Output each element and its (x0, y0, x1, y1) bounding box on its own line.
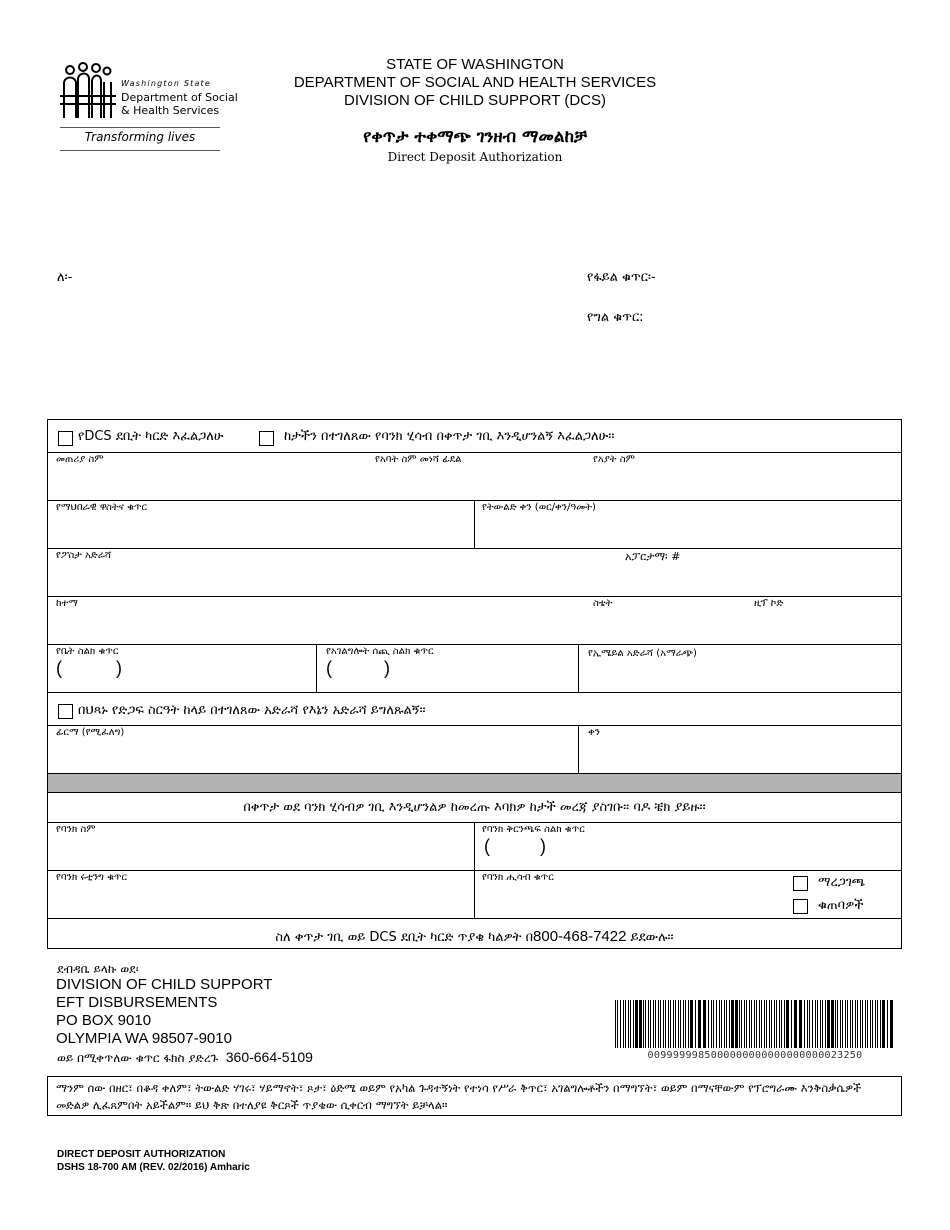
barcode-bar (690, 1000, 693, 1048)
date-label: ቀን (588, 727, 600, 738)
barcode-bar (721, 1000, 722, 1048)
barcode-bar (660, 1000, 661, 1048)
barcode-bar (756, 1000, 757, 1048)
barcode-bar (786, 1000, 789, 1048)
barcode-bar (817, 1000, 818, 1048)
barcode-bar (799, 1000, 802, 1048)
barcode-bar (716, 1000, 717, 1048)
employer-phone-area-close: ) (384, 658, 390, 678)
logo-tagline: Transforming lives (84, 130, 196, 144)
barcode-bar (890, 1000, 893, 1048)
barcode-bar (870, 1000, 871, 1048)
header-line-3: DIVISION OF CHILD SUPPORT (DCS) (344, 92, 606, 109)
routing-number-label: የባንክ ሩቲንግ ቁጥር (56, 872, 128, 883)
barcode-bar (837, 1000, 838, 1048)
fax-number: 360-664-5109 (225, 1049, 313, 1065)
dob-label: የትውልድ ቀን (ወር/ቀን/ዓመት) (482, 502, 596, 513)
logo-state-text: Washington State (121, 79, 212, 88)
barcode-bar (703, 1000, 706, 1048)
logo-department-text (121, 91, 238, 117)
questions-phone: 800-468-7422 (533, 928, 627, 945)
barcode-bar (875, 1000, 876, 1048)
barcode-bar (685, 1000, 686, 1048)
barcode-bar (867, 1000, 868, 1048)
barcode-bar (639, 1000, 642, 1048)
barcode-bar (719, 1000, 720, 1048)
mail-to-label: ደብዳቤ ይላኩ ወደ፡ (57, 962, 139, 976)
bank-phone-area-close: ) (540, 836, 546, 856)
dshs-logo-icon (58, 62, 120, 122)
form-title-amharic: የቀጥታ ተቀማጭ ገንዘብ ማመልከቻ (363, 127, 587, 147)
bank-name-label: የባንክ ስም (56, 824, 96, 835)
logo-divider-bottom (60, 150, 220, 151)
barcode-bar (835, 1000, 836, 1048)
bank-phone-area-open: ( (484, 836, 490, 856)
barcode-bar (625, 1000, 626, 1048)
barcode-bar (749, 1000, 750, 1048)
barcode-bar (761, 1000, 762, 1048)
barcode-bar (708, 1000, 709, 1048)
barcode-icon (615, 1000, 895, 1048)
mailing-address-block (56, 976, 272, 1048)
barcode-bar (735, 1000, 738, 1048)
email-label: የኢሜይል አድራሻ (አማራጭ) (588, 648, 697, 659)
form-title-english: Direct Deposit Authorization (387, 150, 563, 164)
state-label: ስቴት (593, 598, 613, 609)
barcode-bar (880, 1000, 881, 1048)
file-number-label: የፋይል ቁጥር፡- (587, 270, 656, 285)
barcode-bar (746, 1000, 747, 1048)
direct-deposit-option-label: ከታችን በተገለጸው የባንክ ሂሳብ በቀጥታ ገቢ እንዲሆንልኝ እፈልጋለሁ፡፡ (284, 429, 615, 444)
barcode-bar (774, 1000, 775, 1048)
barcode-bar (688, 1000, 689, 1048)
logo-dept-line2: & Health Services (121, 104, 220, 117)
mail-line-3: PO BOX 9010 (56, 1012, 152, 1029)
bank-instructions: በቀጥታ ወደ ባንክ ሂሳብዎ ገቢ እንዲሆንልዎ ከመረጡ እባክዎ ከታች መረጃ ያስገቡ፡፡ ባዶ ቼክ ያይዙ፡፡ (243, 800, 706, 815)
barcode-bar (668, 1000, 669, 1048)
barcode-bar (670, 1000, 671, 1048)
barcode-bar (653, 1000, 654, 1048)
ssn-label: የማህበራዊ ዋስትና ቁጥር (56, 502, 148, 513)
barcode-bar (857, 1000, 858, 1048)
employer-phone-label: የአገልግሎት ሰጪ ስልክ ቁጥር (326, 646, 434, 657)
barcode-bar (845, 1000, 846, 1048)
header-line-2: DEPARTMENT OF SOCIAL AND HEALTH SERVICES (293, 74, 657, 91)
barcode-bar (655, 1000, 656, 1048)
case-number-label: የግል ቁጥር: (587, 310, 644, 325)
middle-initial-label: የአባት ስም መነሻ ፊደል (375, 454, 462, 465)
logo-divider-top (60, 127, 220, 128)
barcode-bar (739, 1000, 740, 1048)
barcode-bar (872, 1000, 873, 1048)
barcode-bar (815, 1000, 816, 1048)
agency-header (270, 56, 680, 110)
barcode-bar (633, 1000, 634, 1048)
barcode-bar (820, 1000, 821, 1048)
barcode-bar (628, 1000, 629, 1048)
barcode-bar (877, 1000, 878, 1048)
form-footer (57, 1148, 250, 1174)
barcode-bar (855, 1000, 856, 1048)
address-update-label: በህጻኑ የድጋፍ ስርዓት ከላይ በተገለጸው አድራሻ የእኔን አድራሻ ይግለጹልኝ፡፡ (78, 703, 426, 718)
barcode-bar (794, 1000, 797, 1048)
barcode-bar (726, 1000, 727, 1048)
section-divider-band (48, 774, 901, 792)
barcode-bar (630, 1000, 631, 1048)
barcode-bar (764, 1000, 765, 1048)
bank-branch-phone-label: የባንክ ቅርንጫፍ ስልክ ቁጥር (482, 824, 585, 835)
questions-prefix: ስለ ቀጥታ ገቢ ወይ DCS ደቢት ካርድ ጥያቄ ካልዎት በ (275, 930, 534, 945)
barcode-bar (769, 1000, 770, 1048)
barcode-bar (617, 1000, 618, 1048)
barcode-bar (822, 1000, 823, 1048)
barcode-bar (862, 1000, 863, 1048)
barcode-bar (744, 1000, 745, 1048)
questions-line (48, 928, 901, 945)
account-number-label: የባንክ ሒሳብ ቁጥር (482, 872, 554, 883)
barcode-bar (766, 1000, 767, 1048)
home-phone-label: የቤት ስልክ ቁጥር (56, 646, 119, 657)
barcode-bar (741, 1000, 742, 1048)
barcode-bar (680, 1000, 681, 1048)
barcode-bar (695, 1000, 696, 1048)
mail-line-2: EFT DISBURSEMENTS (56, 994, 218, 1011)
barcode-bar (663, 1000, 664, 1048)
barcode-bar (771, 1000, 772, 1048)
mail-line-4: OLYMPIA WA 98507-9010 (56, 1030, 232, 1047)
barcode-bar (698, 1000, 701, 1048)
savings-checkbox[interactable] (793, 899, 808, 914)
barcode-bar (665, 1000, 666, 1048)
barcode-bar (812, 1000, 813, 1048)
questions-suffix: ይደውሉ፡፡ (626, 930, 674, 945)
barcode-bar (850, 1000, 851, 1048)
zip-code-label: ዚፕ ኮድ (754, 598, 784, 609)
fax-line (57, 1049, 313, 1066)
barcode-bar (781, 1000, 782, 1048)
barcode-bar (827, 1000, 830, 1048)
barcode-bar (731, 1000, 734, 1048)
barcode-bar (776, 1000, 777, 1048)
home-phone-area-open: ( (56, 658, 62, 678)
barcode-bar (713, 1000, 714, 1048)
barcode-bar (678, 1000, 679, 1048)
address-update-checkbox[interactable] (58, 704, 73, 719)
first-name-label: መጠሪያ ስም (56, 454, 104, 465)
footer-form-name: DIRECT DEPOSIT AUTHORIZATION (57, 1149, 226, 1160)
barcode-bar (847, 1000, 848, 1048)
barcode-bar (648, 1000, 649, 1048)
apartment-label: አፓርታማ፡ # (625, 550, 681, 563)
nondiscrimination-notice: ማንም ሰው በዘር፣ በቆዳ ቀለም፣ ትውልድ ሃገሩ፣ ሃይማኖት፣ ጾታ፣ ዕድሜ ወይም የአካል ጉዳተኝነት የተነሳ የሥራ ቅጥር፣ አገልግሎቶችን በማግኘት፣ ወይም በማናቸውም የፕሮግራሙ እንቅስቃሴዎች መድልዎ ሊፈጸምበት አይችልም። ይህ ቅጽ በተለያዩ ቅርጾች ጥያቄው ሲቀርብ ማግኘት ይቻላል። (47, 1076, 902, 1116)
city-label: ከተማ (56, 598, 78, 609)
barcode-bar (852, 1000, 853, 1048)
barcode-bar (840, 1000, 841, 1048)
barcode-bar (675, 1000, 676, 1048)
to-label: ለ፡- (57, 270, 73, 285)
barcode-bar (887, 1000, 888, 1048)
barcode-bar (724, 1000, 725, 1048)
barcode-bar (804, 1000, 805, 1048)
mailing-address-label: የፖስታ አድራሻ (56, 550, 112, 561)
barcode-bar (825, 1000, 826, 1048)
barcode-bar (865, 1000, 866, 1048)
header-line-1: STATE OF WASHINGTON (386, 56, 564, 73)
barcode-bar (658, 1000, 659, 1048)
barcode-bar (620, 1000, 621, 1048)
mail-line-1: DIVISION OF CHILD SUPPORT (56, 976, 273, 993)
barcode-bar (623, 1000, 624, 1048)
fax-label: ወይ በሚቀጥለው ቁጥር ፋክስ ያድረጉ (57, 1051, 219, 1065)
barcode-bar (615, 1000, 616, 1048)
employer-phone-area-open: ( (326, 658, 332, 678)
direct-deposit-checkbox[interactable] (259, 431, 274, 446)
barcode-bar (882, 1000, 885, 1048)
barcode-bar (860, 1000, 861, 1048)
checking-label: ማረጋገጫ (818, 875, 866, 890)
signature-label: ፊርማ (የሚፈለግ) (56, 727, 125, 738)
barcode-bar (759, 1000, 760, 1048)
barcode-bar (673, 1000, 674, 1048)
barcode-bar (751, 1000, 752, 1048)
home-phone-area-close: ) (116, 658, 122, 678)
barcode-bar (779, 1000, 780, 1048)
barcode-bar (791, 1000, 792, 1048)
barcode-bar (784, 1000, 785, 1048)
footer-form-number: DSHS 18-700 AM (REV. 02/2016) Amharic (57, 1162, 250, 1173)
barcode-bar (807, 1000, 808, 1048)
savings-label: ቁጠባዎች (818, 898, 864, 913)
barcode-bar (711, 1000, 712, 1048)
barcode-bar (809, 1000, 810, 1048)
barcode-bar (650, 1000, 651, 1048)
last-name-label: የአያት ስም (593, 454, 635, 465)
checking-checkbox[interactable] (793, 876, 808, 891)
barcode-bar (842, 1000, 843, 1048)
barcode-bar (643, 1000, 644, 1048)
barcode-bar (729, 1000, 730, 1048)
barcode-bar (754, 1000, 755, 1048)
debit-card-checkbox[interactable] (58, 431, 73, 446)
deposit-form (47, 419, 902, 949)
barcode-bar (635, 1000, 638, 1048)
barcode-number: 0099999985000000000000000000023250 (647, 1050, 863, 1061)
logo-dept-line1: Department of Social (121, 91, 238, 104)
barcode-bar (683, 1000, 684, 1048)
debit-card-option-label: የDCS ደቢት ካርድ እፈልጋለሁ (78, 429, 224, 444)
barcode-bar (645, 1000, 646, 1048)
barcode-bar (831, 1000, 834, 1048)
